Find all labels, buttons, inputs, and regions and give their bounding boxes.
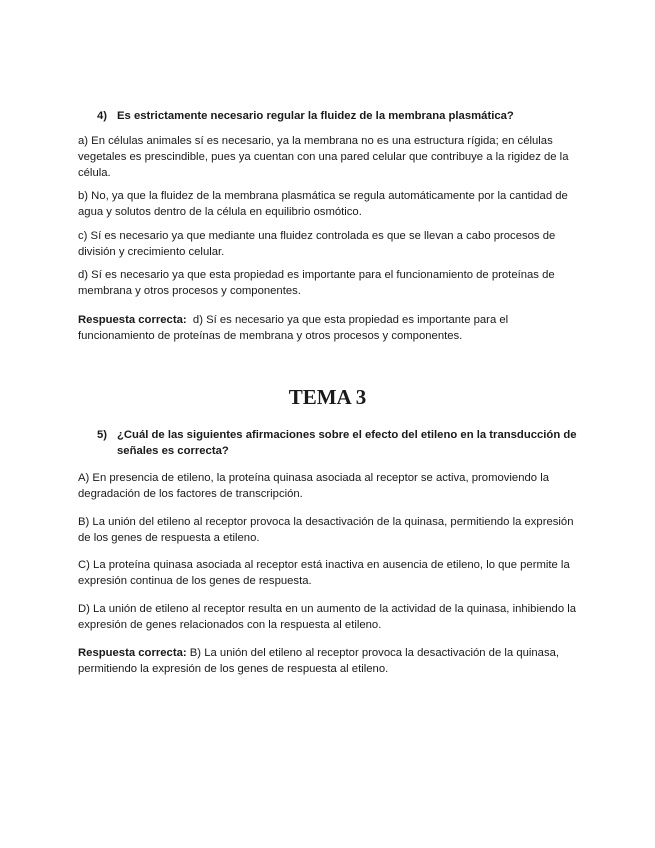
q4-answer xyxy=(78,312,582,344)
answer-label: Respuesta correcta: xyxy=(78,314,187,326)
q4-option-d: d) Sí es necesario ya que esta propiedad es importante para el funcionamiento de proteínas de membrana y otros procesos y componentes. xyxy=(78,269,555,297)
q4-option-a: a) En células animales sí es necesario, ya la membrana no es una estructura rígida; en células vegetales es prescindible, pues ya cuentan con una pared celular que contribuye a la rigidez de la célula. xyxy=(78,135,569,179)
answer-text: B) La unión del etileno al receptor provoca la desactivación de la quinasa, permitiendo la expresión de los genes de respuesta al etileno. xyxy=(78,647,560,675)
question-4-title xyxy=(78,108,582,124)
q5-option-c: C) La proteína quinasa asociada al receptor está inactiva en ausencia de etileno, lo que permite la expresión continua de los genes de respuesta. xyxy=(78,559,570,587)
question-number: 5) xyxy=(97,429,108,441)
question-5-title xyxy=(78,427,582,459)
question-text: ¿Cuál de las siguientes afirmaciones sobre el efecto del etileno en la transducción de señales es correcta? xyxy=(117,429,577,457)
question-number: 4) xyxy=(97,110,108,122)
q5-answer xyxy=(78,645,582,677)
answer-label: Respuesta correcta: xyxy=(78,647,187,659)
q4-option-b: b) No, ya que la fluidez de la membrana plasmática se regula automáticamente por la cantidad de agua y solutos dentro de la célula en equilibrio osmótico. xyxy=(78,190,568,218)
q5-option-b: B) La unión del etileno al receptor provoca la desactivación de la quinasa, permitiendo la expresión de los genes de respuesta a etileno. xyxy=(78,516,574,544)
q5-option-a: A) En presencia de etileno, la proteína quinasa asociada al receptor se activa, promoviendo la degradación de los factores de transcripción. xyxy=(78,472,549,500)
answer-text: d) Sí es necesario ya que esta propiedad es importante para el funcionamiento de proteínas de membrana y otros procesos y componentes. xyxy=(78,314,509,342)
q5-option-d: D) La unión de etileno al receptor resulta en un aumento de la actividad de la quinasa, inhibiendo la expresión de genes relacionados con la respuesta al etileno. xyxy=(78,603,577,631)
question-text: Es estrictamente necesario regular la fluidez de la membrana plasmática? xyxy=(117,110,514,122)
section-heading: TEMA 3 xyxy=(288,385,367,409)
q4-option-c: c) Sí es necesario ya que mediante una fluidez controlada es que se llevan a cabo procesos de división y crecimiento celular. xyxy=(78,230,556,258)
